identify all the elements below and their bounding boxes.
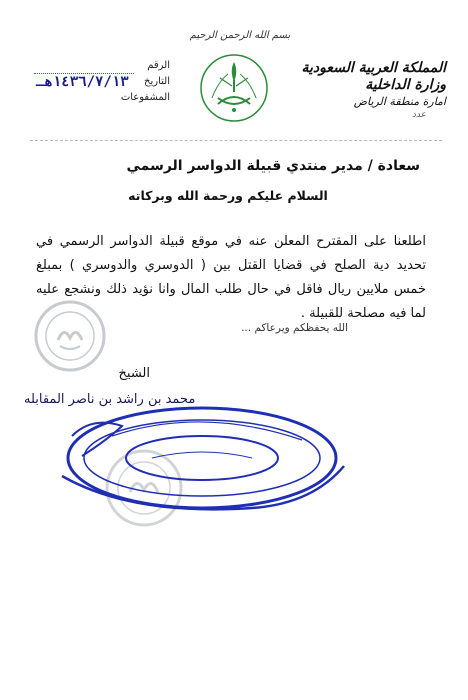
signer-title: الشيخ bbox=[118, 366, 150, 381]
org-ministry: وزارة الداخلية bbox=[365, 77, 446, 93]
org-emirate: امارة منطقة الرياض bbox=[353, 95, 446, 108]
org-number-label: عدد bbox=[411, 110, 426, 120]
org-country: المملكة العربية السعودية bbox=[301, 60, 446, 76]
document-meta bbox=[30, 60, 170, 108]
header-divider bbox=[30, 140, 442, 141]
number-label: الرقم bbox=[147, 60, 170, 71]
forum-seal-icon bbox=[34, 300, 106, 372]
letter-body: اطلعنا على المقترح المعلن عنه في موقع قبيلة الدواسر الرسمي في تحديد دية الصلح في قضايا القتل بين ( الدوسري والدوسري ) بمبلغ خمس ملايين ريال فاقل في حال طلب المال وانا نؤيد ذلك ونشجع عليه لما فيه مصلحة للقبيلة . bbox=[36, 234, 426, 321]
addressee: سعادة / مدير منتدي قبيلة الدواسر الرسمي bbox=[126, 158, 420, 174]
signer-name: محمد بن راشد بن ناصر المقابله bbox=[24, 392, 196, 407]
date-value: ١٤٣٦/٧/١٣هـ bbox=[36, 74, 129, 90]
saudi-emblem-icon bbox=[198, 52, 270, 124]
meta-attachments bbox=[30, 92, 170, 108]
issuing-authority bbox=[296, 60, 446, 121]
meta-date bbox=[30, 76, 170, 92]
date-label: التاريخ bbox=[144, 76, 170, 87]
greeting: السلام عليكم ورحمة الله وبركاته bbox=[128, 188, 328, 203]
closing: الله يحفظكم ويرعاكم ... bbox=[241, 322, 348, 334]
official-oval-stamp-icon bbox=[52, 396, 352, 526]
basmala: بسم الله الرحمن الرحيم bbox=[189, 30, 291, 41]
attachments-label: المشفوعات bbox=[120, 92, 170, 103]
number-line bbox=[34, 73, 134, 75]
